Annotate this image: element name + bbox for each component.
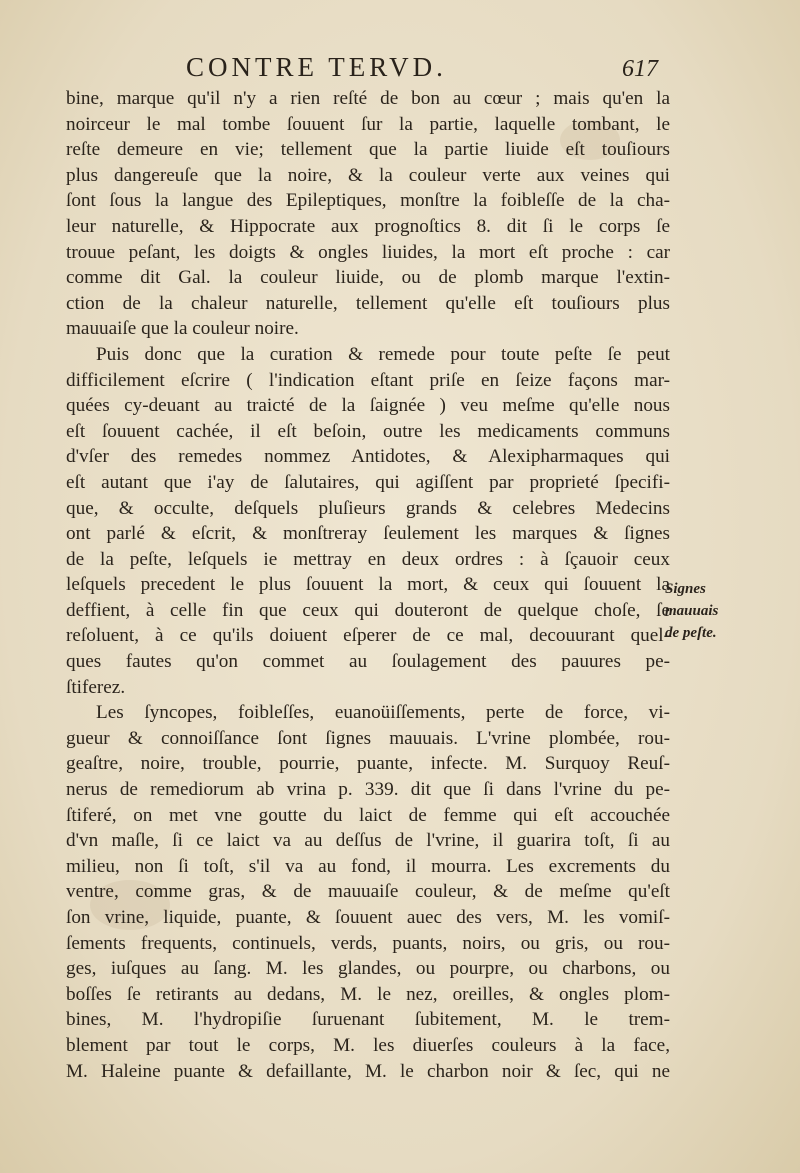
margin-note-line: mauuais — [665, 603, 719, 619]
text-line: noirceur le mal tombe ſouuent ſur la partie, laquelle tombant, le — [66, 113, 670, 135]
text-line: eſt ſouuent cachée, il eſt beſoin, outre les medicaments communs — [66, 420, 670, 442]
text-line: nerus de remediorum ab vrina p. 339. dit que ſi dans l'vrine du pe- — [66, 779, 670, 801]
text-line: boſſes ſe retirants au dedans, M. le nez, oreilles, & ongles plom- — [66, 983, 670, 1005]
text-line: bine, marque qu'il n'y a rien reſté de bon au cœur ; mais qu'en la — [66, 88, 670, 109]
margin-note-line: Signes — [665, 581, 706, 597]
text-line: difficilement eſcrire ( l'indication eſtant priſe en ſeize façons mar- — [66, 369, 670, 391]
text-line: ſon vrine, liquide, puante, & ſouuent auec des vers, M. les vomiſ- — [66, 907, 670, 928]
margin-note — [665, 578, 765, 644]
text-line: Les ſyncopes, foibleſſes, euanoüiſſements, perte de force, vi- — [96, 702, 670, 724]
text-line: eſt autant que i'ay de ſalutaires, qui agiſſent par proprieté ſpecifi- — [66, 471, 670, 493]
text-line: leſquels precedent le plus ſouuent la mort, & ceux qui ſouuent la — [66, 574, 670, 596]
text-line: que, & occulte, deſquels pluſieurs grands & celebres Medecins — [66, 497, 670, 519]
text-line: bines, M. l'hydropiſie ſuruenant ſubitement, M. le trem- — [66, 1009, 670, 1031]
text-line: ſements frequents, continuels, verds, puants, noirs, ou gris, ou rou- — [66, 932, 670, 954]
text-line: gueur & connoiſſance ſont ſignes mauuais. L'vrine plombée, rou- — [66, 727, 670, 749]
text-line: quées cy-deuant au traicté de la ſaignée ) veu meſme qu'elle nous — [66, 395, 670, 417]
text-line: d'vn maſle, ſi ce laict va au deſſus de l'vrine, il guarira toſt, ſi au — [66, 830, 670, 852]
text-line: milieu, non ſi toſt, s'il va au fond, il mourra. Les excrements du — [66, 855, 670, 877]
text-line: reſte demeure en vie; tellement que la partie liuide eſt touſiours — [66, 139, 670, 161]
page-number: 617 — [622, 56, 658, 82]
text-line: comme dit Gal. la couleur liuide, ou de plomb marque l'extin- — [66, 267, 670, 289]
text-line: ventre, comme gras, & de mauuaiſe couleur, & de meſme qu'eſt — [66, 881, 670, 903]
text-line: ges, iuſques au ſang. M. les glandes, ou pourpre, ou charbons, ou — [66, 958, 670, 980]
body-text — [66, 86, 670, 1084]
text-line: mauuaiſe que la couleur noire. — [66, 318, 299, 340]
margin-note-line: de peſte. — [665, 625, 717, 641]
text-line: d'vſer des remedes nommez Antidotes, & Alexipharmaques qui — [66, 446, 670, 468]
text-line: ction de la chaleur naturelle, tellement qu'elle eſt touſiours plus — [66, 292, 670, 314]
text-line: plus dangereuſe que la noire, & la couleur verte aux veines qui — [66, 164, 670, 186]
text-line: trouue peſant, les doigts & ongles liuides, la mort eſt proche : car — [66, 241, 670, 263]
running-head: CONTRE TERVD. — [186, 52, 447, 82]
text-line: ſtiferez. — [66, 676, 126, 698]
text-line: Puis donc que la curation & remede pour toute peſte ſe peut — [96, 343, 670, 365]
text-line: M. Haleine puante & defaillante, M. le charbon noir & ſec, qui ne — [66, 1060, 670, 1082]
text-line: ſont ſous la langue des Epileptiques, monſtre la foibleſſe de la cha- — [66, 190, 670, 212]
text-line: ques fautes qu'on commet au ſoulagement des pauures pe- — [66, 651, 670, 673]
text-line: reſoluent, à ce qu'ils doiuent eſperer de ce mal, decouurant quel- — [66, 625, 670, 647]
text-line: blement par tout le corps, M. les diuerſes couleurs à la face, — [66, 1034, 670, 1056]
text-line: deffient, à celle fin que ceux qui douteront de quelque choſe, ſe — [66, 599, 670, 621]
text-line: leur naturelle, & Hippocrate aux prognoſtics 8. dit ſi le corps ſe — [66, 215, 670, 237]
text-line: de la peſte, leſquels ie mettray en deux ordres : à ſçauoir ceux — [66, 548, 670, 570]
text-line: ſtiferé, on met vne goutte du laict de femme qui eſt accouchée — [66, 804, 670, 826]
text-line: ont parlé & eſcrit, & monſtreray ſeulement les marques & ſignes — [66, 523, 670, 545]
text-line: geaſtre, noire, trouble, pourrie, puante, infecte. M. Surquoy Reuſ- — [66, 753, 670, 775]
